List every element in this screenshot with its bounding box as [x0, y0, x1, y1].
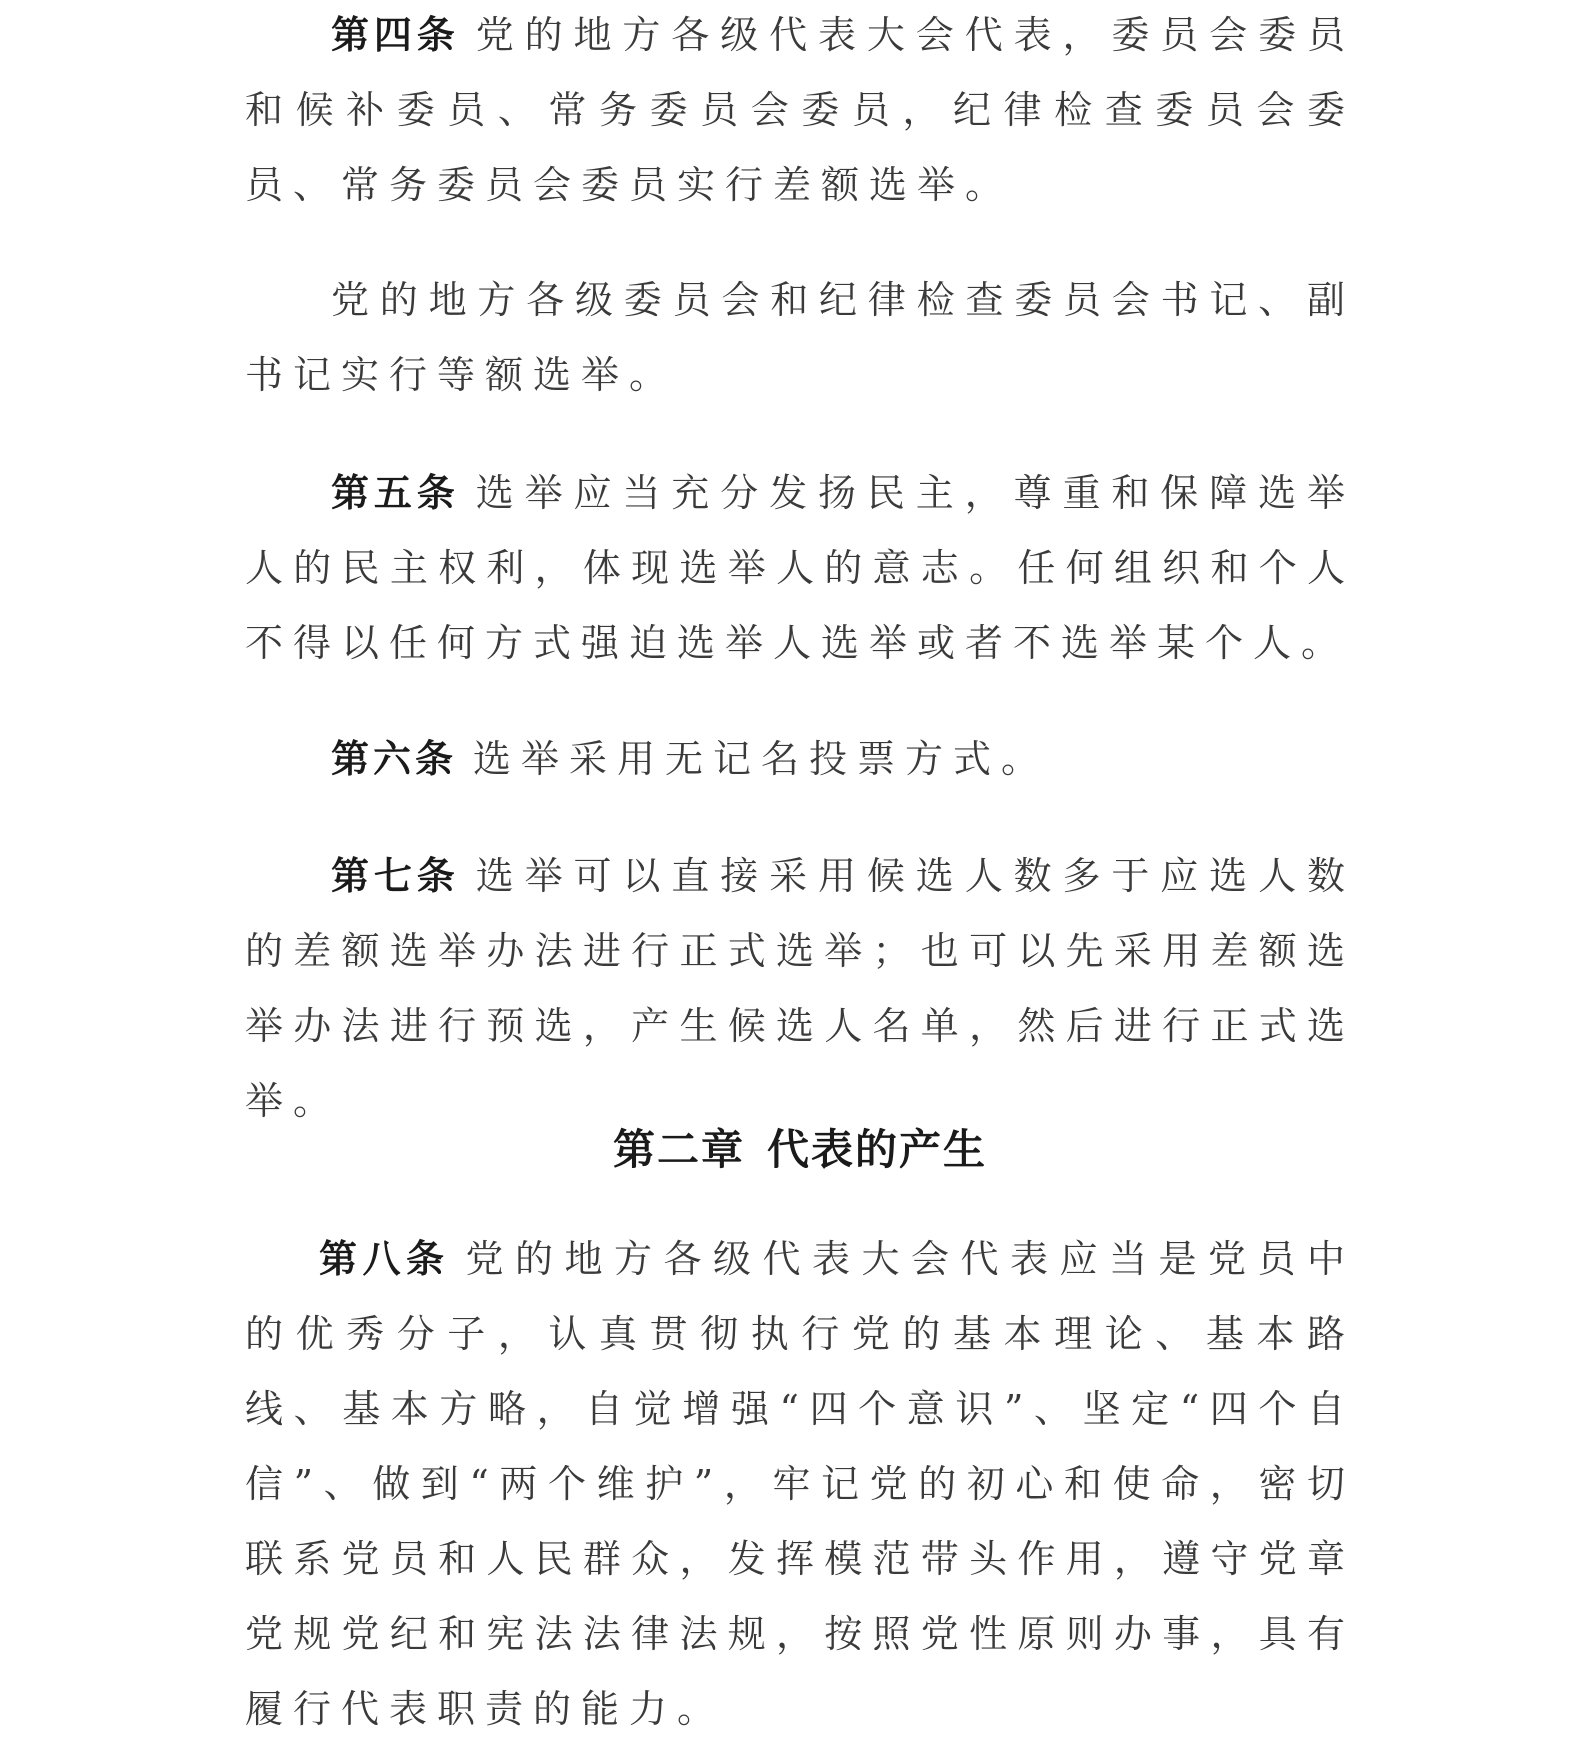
chapter-title: 代表的产生	[767, 1125, 988, 1174]
article-number: 第八条	[319, 1237, 450, 1281]
article-text: 党的地方各级代表大会代表应当是党员中的优秀分子，认真贯彻执行党的基本理论、基本路线、基本方略，自觉增强“四个意识”、坚定“四个自信”、做到“两个维护”，牢记党的初心和使命，密切联系党员和人民群众，发挥模范带头作用，遵守党章党规党纪和宪法法律法规，按照党性原则办事，具有履行代表职责的能力。	[245, 1237, 1355, 1731]
article-number: 第七条	[331, 854, 460, 898]
article-text: 选举采用无记名投票方式。	[473, 737, 1050, 781]
chapter-heading	[245, 1112, 1355, 1187]
article-text: 党的地方各级代表大会代表，委员会委员和候补委员、常务委员会委员，纪律检查委员会委员、常务委员会委员实行差额选举。	[245, 13, 1355, 207]
article-number: 第四条	[331, 13, 460, 57]
article-text: 选举可以直接采用候选人数多于应选人数的差额选举办法进行正式选举；也可以先采用差额选举办法进行预选，产生候选人名单，然后进行正式选举。	[245, 854, 1355, 1123]
article-7-paragraph	[245, 839, 1355, 1139]
article-text: 选举应当充分发扬民主，尊重和保障选举人的民主权利，体现选举人的意志。任何组织和个人不得以任何方式强迫选举人选举或者不选举某个人。	[245, 471, 1355, 665]
chapter-number: 第二章	[612, 1125, 745, 1174]
article-6-paragraph	[245, 722, 1355, 797]
article-number: 第五条	[331, 471, 460, 515]
article-text: 党的地方各级委员会和纪律检查委员会书记、副书记实行等额选举。	[245, 278, 1355, 397]
article-5-paragraph	[245, 456, 1355, 681]
article-4-continuation-paragraph	[245, 263, 1355, 413]
article-number: 第六条	[331, 737, 458, 781]
article-8-paragraph	[245, 1222, 1355, 1747]
article-4-paragraph	[245, 0, 1355, 223]
